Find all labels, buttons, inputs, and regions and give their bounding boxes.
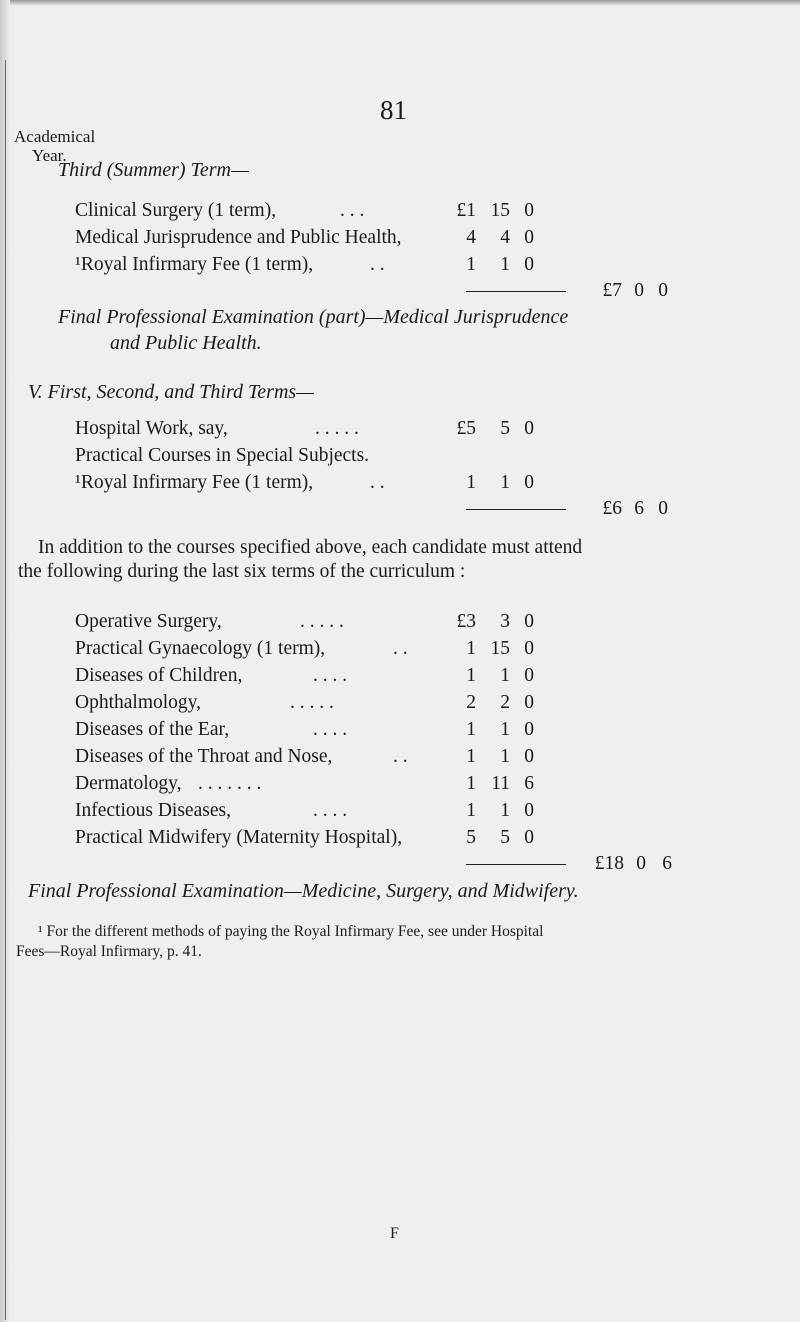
s3-row7-shillings: 11 [491, 773, 510, 794]
s3-row8-dots: . . . . [313, 800, 348, 821]
s3-row4-shillings: 2 [500, 692, 510, 713]
s3-row3-shillings: 1 [500, 665, 510, 686]
s2-row1-label: Hospital Work, say, [75, 418, 228, 439]
s2-row1-pounds: £5 [456, 418, 476, 439]
s3-row1-pounds: £3 [456, 611, 476, 632]
s3-row4-pounds: 2 [466, 692, 476, 713]
s3-row6-label: Diseases of the Throat and Nose, [75, 746, 333, 767]
s1-total-rule [466, 291, 566, 292]
s3-row8-shillings: 1 [500, 800, 510, 821]
s2-total-pence: 0 [658, 498, 668, 519]
s3-row4-dots: . . . . . [290, 692, 334, 713]
s3-row1-shillings: 3 [500, 611, 510, 632]
s2-row1-pence: 0 [524, 418, 534, 439]
s1-total-shillings: 0 [634, 280, 644, 301]
binding-line [5, 60, 6, 1320]
s3-row5-pounds: 1 [466, 719, 476, 740]
footnote-line2: Fees—Royal Infirmary, p. 41. [16, 943, 202, 960]
s3-row1-dots: . . . . . [300, 611, 344, 632]
s3-row9-pounds: 5 [466, 827, 476, 848]
page-number: 81 [380, 95, 407, 125]
s3-row8-pounds: 1 [466, 800, 476, 821]
s1-row3-shillings: 1 [500, 254, 510, 275]
s2-row2-label: Practical Courses in Special Subjects. [75, 445, 370, 466]
s3-row2-pence: 0 [524, 638, 534, 659]
s3-row4-pence: 0 [524, 692, 534, 713]
section1-heading: Third (Summer) Term— [58, 159, 249, 181]
s1-total-pence: 0 [658, 280, 668, 301]
s3-row6-pence: 0 [524, 746, 534, 767]
section2-heading: V. First, Second, and Third Terms— [28, 381, 314, 403]
s3-row8-pence: 0 [524, 800, 534, 821]
s3-row5-label: Diseases of the Ear, [75, 719, 230, 740]
s3-row4-label: Ophthalmology, [75, 692, 202, 713]
s3-total-shillings: 0 [636, 853, 646, 874]
s2-total-shillings: 6 [634, 498, 644, 519]
s1-row3-pence: 0 [524, 254, 534, 275]
s3-row9-shillings: 5 [500, 827, 510, 848]
s1-row3-pounds: 1 [466, 254, 476, 275]
s3-row2-dots: . . [393, 638, 408, 659]
s3-row2-shillings: 15 [490, 638, 510, 659]
s1-row1-pounds: £1 [456, 200, 476, 221]
s1-exam-line1: Final Professional Examination (part)—Medical Jurisprudence [58, 306, 569, 328]
s2-row3-shillings: 1 [500, 472, 510, 493]
s1-row1-shillings: 15 [490, 200, 510, 221]
s1-total-pounds: £7 [602, 280, 622, 301]
s3-exam-line: Final Professional Examination—Medicine, Surgery, and Midwifery. [28, 880, 579, 902]
s3-row6-pounds: 1 [466, 746, 476, 767]
s2-total-rule [466, 509, 566, 510]
s3-row9-pence: 0 [524, 827, 534, 848]
s3-row3-dots: . . . . [313, 665, 348, 686]
s1-row2-label: Medical Jurisprudence and Public Health, [75, 227, 402, 248]
s3-row7-pounds: 1 [466, 773, 476, 794]
s3-row2-label: Practical Gynaecology (1 term), [75, 638, 326, 659]
scan-edge-top [0, 0, 800, 6]
s1-exam-line2: and Public Health. [110, 332, 262, 354]
s2-total-pounds: £6 [602, 498, 622, 519]
s1-row3-label: ¹Royal Infirmary Fee (1 term), [75, 254, 314, 275]
s3-row3-pounds: 1 [466, 665, 476, 686]
s3-row7-pence: 6 [524, 773, 534, 794]
s3-total-pence: 6 [662, 853, 672, 874]
s3-total-rule [466, 864, 566, 865]
academical-label: Academical [14, 127, 96, 146]
s3-row9-label: Practical Midwifery (Maternity Hospital), [75, 827, 403, 848]
s3-row7-dots: . . . . . . . [198, 773, 262, 794]
s1-row1-label: Clinical Surgery (1 term), [75, 200, 277, 221]
s1-row2-pence: 0 [524, 227, 534, 248]
s3-row8-label: Infectious Diseases, [75, 800, 231, 821]
s3-row6-shillings: 1 [500, 746, 510, 767]
s1-row3-dots: . . [370, 254, 385, 275]
s2-row3-label: ¹Royal Infirmary Fee (1 term), [75, 472, 314, 493]
s3-row7-label: Dermatology, [75, 773, 182, 794]
s3-row3-label: Diseases of Children, [75, 665, 243, 686]
s1-row2-pounds: 4 [466, 227, 476, 248]
s1-row1-pence: 0 [524, 200, 534, 221]
s3-row2-pounds: 1 [466, 638, 476, 659]
addition-line2: the following during the last six terms of the curriculum : [18, 561, 466, 582]
s3-row1-pence: 0 [524, 611, 534, 632]
signature-mark: F [390, 1225, 399, 1242]
s3-row5-pence: 0 [524, 719, 534, 740]
s3-row5-shillings: 1 [500, 719, 510, 740]
footnote-line1: ¹ For the different methods of paying the Royal Infirmary Fee, see under Hospital [38, 923, 544, 940]
s3-row6-dots: . . [393, 746, 408, 767]
s2-row3-dots: . . [370, 472, 385, 493]
year-label: Year. [32, 146, 67, 165]
s3-row1-label: Operative Surgery, [75, 611, 222, 632]
s3-row5-dots: . . . . [313, 719, 348, 740]
s3-row3-pence: 0 [524, 665, 534, 686]
s2-row3-pounds: 1 [466, 472, 476, 493]
s2-row1-shillings: 5 [500, 418, 510, 439]
s2-row3-pence: 0 [524, 472, 534, 493]
addition-line1: In addition to the courses specified above, each candidate must attend [38, 537, 583, 558]
s3-total-pounds: £18 [594, 853, 624, 874]
s1-row2-shillings: 4 [500, 227, 510, 248]
s2-row1-dots: . . . . . [315, 418, 359, 439]
s1-row1-dots: . . . [340, 200, 365, 221]
